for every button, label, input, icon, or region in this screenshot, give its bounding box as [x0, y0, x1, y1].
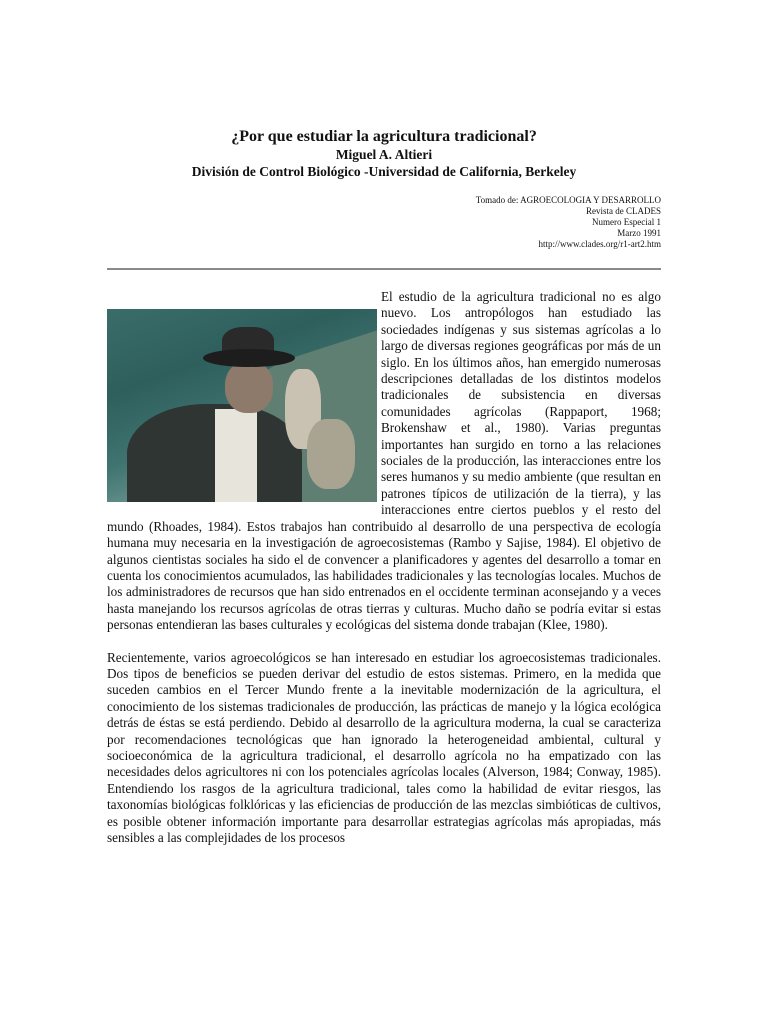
- article-body: [107, 289, 661, 862]
- source-url[interactable]: http://www.clades.org/r1-art2.htm: [538, 239, 661, 249]
- author-affiliation: División de Control Biológico -Universidad de California, Berkeley: [191, 164, 577, 179]
- horizontal-divider: [107, 268, 661, 270]
- source-citation: [476, 195, 661, 250]
- source-line: Numero Especial 1: [592, 217, 661, 227]
- source-line: Revista de CLADES: [586, 206, 661, 216]
- source-line: Marzo 1991: [617, 228, 661, 238]
- article-title: ¿Por que estudiar la agricultura tradicional?: [231, 128, 537, 145]
- farmers-photo: [107, 309, 377, 502]
- paragraph: Recientemente, varios agroecológicos se han interesado en estudiar los agroecosistemas tradicionales. Dos tipos de beneficios se pueden derivar del estudio de estos sistemas. Primero, en la medida que suceden cambios en el Tercer Mundo frente a la inevitable modernización de la agricultura, el conocimiento de los sistemas tradicionales de producción, las prácticas de manejo y la lógica ecológica detrás de éstas se está perdiendo. Debido al desarrollo de la agricultura moderna, la cual se caracteriza por recomendaciones tecnológicas que han ignorado la heterogeneidad ambiental, cultural y socioeconómica de la agricultura tradicional, el desarrollo agrícola no ha empatizado con las necesidades delos agricultores ni con los potenciales agrícolas locales (Alverson, 1984; Conway, 1985). Entendiendo los rasgos de la agricultura tradicional, tales como la habilidad de evitar riesgos, las taxonomías biológicas folklóricas y las eficiencias de producción de las mezclas simbióticas de cultivos, es posible obtener información importante para desarrollar estrategias agrícolas más apropiadas, más sensibles a las complejidades de los procesos: [107, 649, 661, 845]
- title-block: [0, 127, 768, 180]
- author-name: Miguel A. Altieri: [335, 147, 433, 162]
- source-line: Tomado de: AGROECOLOGIA Y DESARROLLO: [475, 195, 661, 205]
- paragraph: El estudio de la agricultura tradicional no es algo nuevo. Los antropólogos han estudiado las sociedades indígenas y sus sistemas agrícolas a lo largo de diversas regiones geográficas por más de un siglo. En los últimos años, han emergido numerosas descripciones detalladas de los distintos modelos tradicionales de subsistencia en diversas comunidades agrícolas (Rappaport, 1968; Brokenshaw et al., 1980). Varias preguntas importantes han surgido en torno a las relaciones sociales de la producción, las interacciones entre los seres humanos y su medio ambiente (que resultan en patrones típicos de utilización de la tierra), y las interacciones entre ciertos pueblos y el resto del mundo (Rhoades, 1984). Estos trabajos han contribuido al desarrollo de una perspectiva de ecología humana muy necesaria en la investigación de agroecosistemas (Rambo y Sajise, 1984). El objetivo de algunos cientistas sociales ha sido el de convencer a planificadores y agentes del desarrollo a tomar en cuenta los conocimientos acumulados, las habilidades tradicionales y las tecnologías locales. Muchos de los administradores de recursos que han sido entrenados en el occidente terminan aconsejando y a veces hasta manejando los recursos agrícolas de otras tierras y culturas. Mucho daño se podría evitar si estas personas entendieran las bases culturales y ecológicas del sistema donde trabajan (Klee, 1980).: [107, 289, 661, 633]
